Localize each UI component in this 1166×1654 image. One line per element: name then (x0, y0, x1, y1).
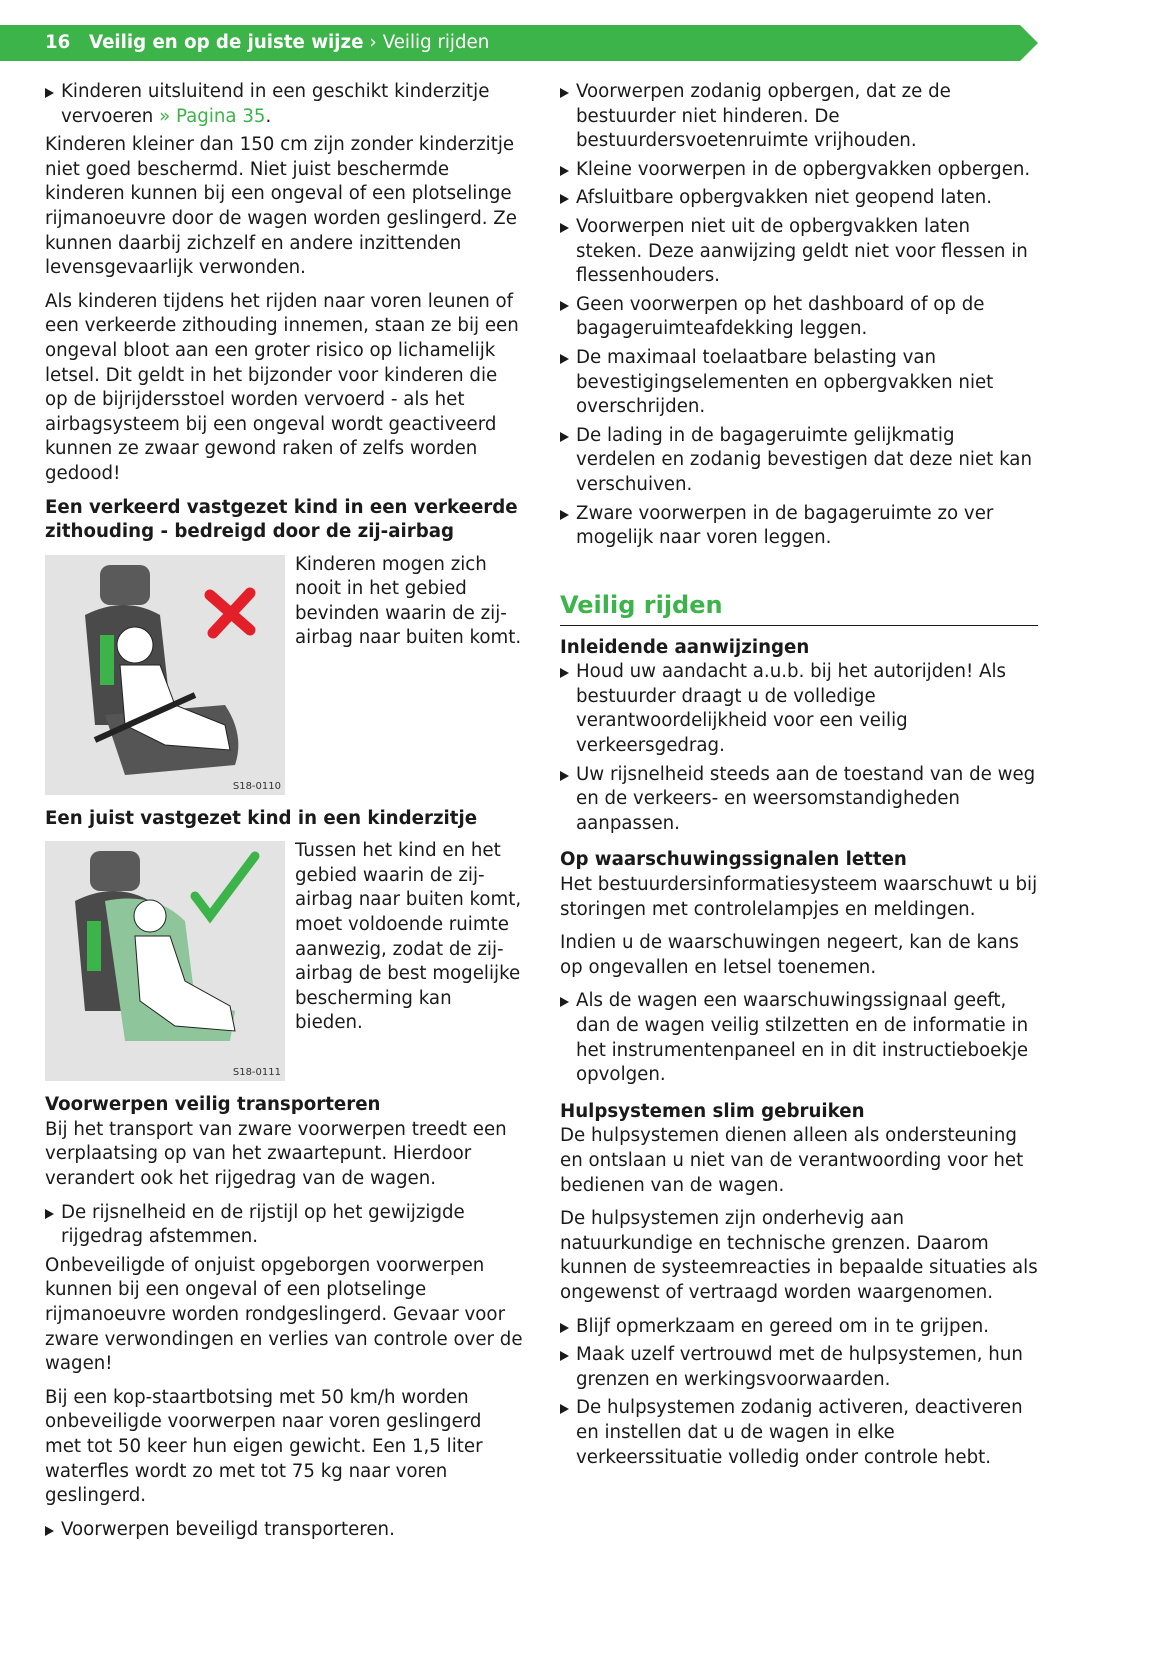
paragraph: De hulpsystemen zijn onderhevig aan natuurkundige en technische grenzen. Daarom kunnen de systeemreacties in bepaalde situaties als ongewenst of vertraagd worden waargenomen. (560, 1208, 1038, 1303)
subheading: Inleidende aanwijzingen (560, 636, 810, 658)
bullet-item: Voorwerpen zodanig opbergen, dat ze de bestuurder niet hinderen. De bestuurdersvoetenruimte vrijhouden. (560, 80, 1038, 154)
figure-caption: Kinderen mogen zich nooit in het gebied bevinden waarin de zij-airbag naar buiten komt. (295, 553, 522, 649)
bullet-item: Kinderen uitsluitend in een geschikt kinderzitje vervoeren » Pagina 35. (45, 80, 523, 129)
figure-code: S18-0110 (232, 780, 281, 792)
bullet-item: Blijf opmerkzaam en gereed om in te grijpen. (560, 1315, 1038, 1340)
check-mark-icon (195, 856, 255, 916)
paragraph: Bij het transport van zware voorwerpen treedt een verplaatsing op van het zwaartepunt. Hierdoor verandert ook het rijgedrag van de wagen. (45, 1118, 507, 1190)
bullet-item: De lading in de bagageruimte gelijkmatig verdelen en zodanig bevestigen dat deze niet kan verschuiven. (560, 424, 1038, 498)
subsection-title: Veilig rijden (382, 31, 490, 53)
subheading: Hulpsystemen slim gebruiken (560, 1100, 865, 1122)
section-heading: Veilig rijden (560, 591, 1038, 626)
cross-mark-icon (210, 593, 250, 633)
bullet-item: Zware voorwerpen in de bagageruimte zo ver mogelijk naar voren leggen. (560, 502, 1038, 551)
seat-illustration-wrong (45, 555, 285, 795)
paragraph: Het bestuurdersinformatiesysteem waarschuwt u bij storingen met controlelampjes en meldingen. (560, 874, 1038, 920)
right-column (560, 80, 1038, 1474)
bullet-item: Voorwerpen beveiligd transporteren. (45, 1518, 523, 1543)
seat-illustration-correct (45, 841, 285, 1081)
figure-wrong (45, 555, 523, 795)
bullet-item: Afsluitbare opbergvakken niet geopend laten. (560, 186, 1038, 211)
paragraph: Als kinderen tijdens het rijden naar voren leunen of een verkeerde zithouding innemen, staan ze bij een ongeval bloot aan een groter risico op lichamelijk letsel. Dit geldt in het bijzonder voor kinderen die op de bijrijdersstoel worden vervoerd - als het airbagsysteem bij een ongeval wordt geactiveerd kunnen ze zwaar gewond raken of zelfs worden gedood! (45, 290, 519, 484)
section-title: Veilig en op de juiste wijze (89, 31, 364, 53)
figure-heading: Een juist vastgezet kind in een kinderzitje (45, 807, 478, 829)
paragraph: Bij een kop-staartbotsing met 50 km/h worden onbeveiligde voorwerpen naar voren geslingerd met tot 50 keer hun eigen gewicht. Een 1,5 liter waterfles wordt zo met tot 75 kg naar voren geslingerd. (45, 1386, 483, 1507)
figure-caption: Tussen het kind en het gebied waarin de zij-airbag naar buiten komt, moet voldoende ruimte aanwezig, zodat de zij-airbag de best mogelijke bescherming kan bieden. (295, 840, 522, 1034)
paragraph: Indien u de waarschuwingen negeert, kan de kans op ongevallen en letsel toenemen. (560, 932, 1019, 978)
paragraph: Onbeveiligde of onjuist opgeborgen voorwerpen kunnen bij een ongeval of een plotselinge rijmanoeuvre worden rondgeslingerd. Gevaar voor zware verwondingen en verlies van controle over de wagen! (45, 1254, 523, 1375)
page-header (0, 25, 1020, 61)
bullet-item: Uw rijsnelheid steeds aan de toestand van de weg en de verkeers- en weersomstandigheden aanpassen. (560, 763, 1038, 837)
paragraph: Kinderen kleiner dan 150 cm zijn zonder kinderzitje niet goed beschermd. Niet juist beschermde kinderen kunnen bij een ongeval of een plotselinge rijmanoeuvre door de wagen worden geslingerd. Ze kunnen daarbij zichzelf en andere inzittenden levensgevaarlijk verwonden. (45, 134, 517, 279)
left-column (45, 80, 523, 1546)
subheading: Op waarschuwingssignalen letten (560, 849, 907, 871)
figure-code: S18-0111 (232, 1067, 281, 1079)
paragraph: De hulpsystemen dienen alleen als ondersteuning en ontslaan u niet van de verantwoording voor het bedienen van de wagen. (560, 1125, 1024, 1196)
subheading: Voorwerpen veilig transporteren (45, 1094, 381, 1116)
bullet-item: Kleine voorwerpen in de opbergvakken opbergen. (560, 158, 1038, 183)
page-link[interactable]: » Pagina 35 (159, 105, 266, 127)
bullet-item: Geen voorwerpen op het dashboard of op de bagageruimteafdekking leggen. (560, 293, 1038, 342)
breadcrumb-separator: › (369, 31, 377, 53)
bullet-item: Maak uzelf vertrouwd met de hulpsystemen, hun grenzen en werkingsvoorwaarden. (560, 1343, 1038, 1392)
bullet-item: Als de wagen een waarschuwingssignaal geeft, dan de wagen veilig stilzetten en de informatie in het instrumentenpaneel en in dit instructieboekje opvolgen. (560, 989, 1038, 1087)
bullet-item: De rijsnelheid en de rijstijl op het gewijzigde rijgedrag afstemmen. (45, 1201, 523, 1250)
page-number: 16 (45, 31, 71, 53)
figure-heading: Een verkeerd vastgezet kind in een verkeerde zithouding - bedreigd door de zij-airbag (45, 496, 518, 543)
bullet-item: De maximaal toelaatbare belasting van bevestigingselementen en opbergvakken niet overschrijden. (560, 346, 1038, 420)
figure-correct (45, 841, 523, 1081)
bullet-item: Voorwerpen niet uit de opbergvakken laten steken. Deze aanwijzing geldt niet voor flessen in flessenhouders. (560, 215, 1038, 289)
bullet-item: Houd uw aandacht a.u.b. bij het autorijden! Als bestuurder draagt u de volledige verantwoordelijkheid voor een veilig verkeersgedrag. (560, 660, 1038, 758)
bullet-item: De hulpsystemen zodanig activeren, deactiveren en instellen dat u de wagen in elke verkeerssituatie volledig onder controle hebt. (560, 1396, 1038, 1470)
